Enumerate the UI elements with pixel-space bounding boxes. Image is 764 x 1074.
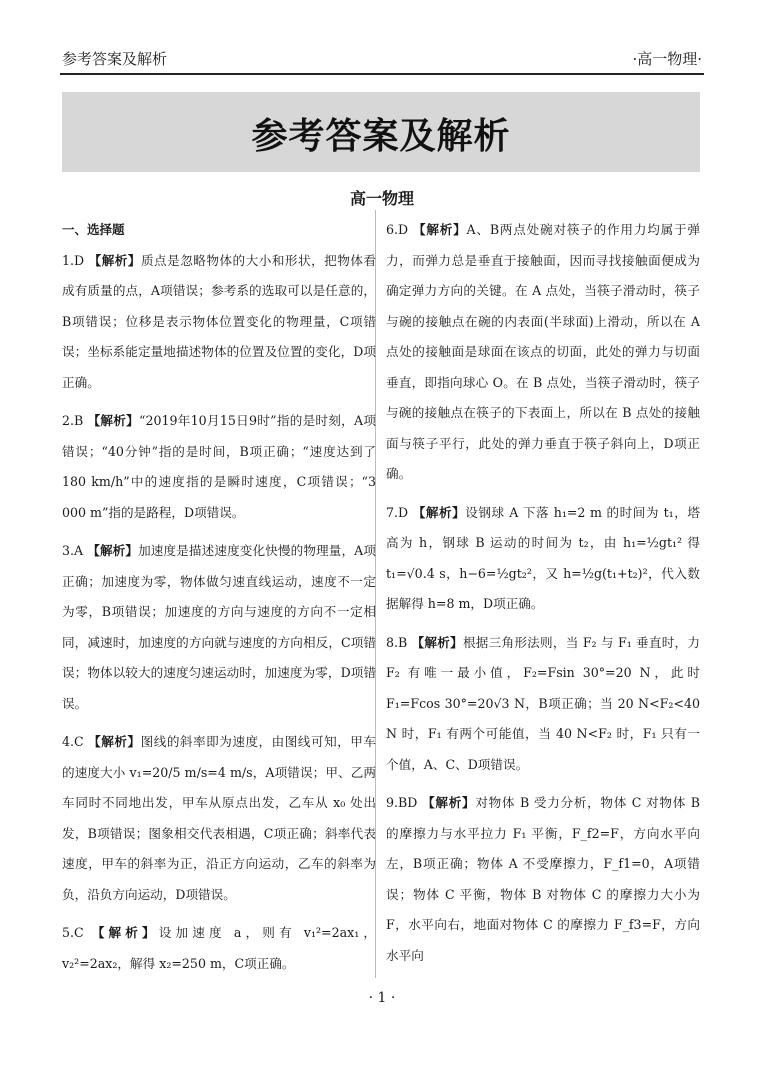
answer-text: 设加速度 a，则有 v₁²=2ax₁，v₂²=2ax₂，解得 x₂=250 m，C项正确。 — [62, 925, 376, 971]
analysis-tag: 【解析】 — [87, 543, 139, 558]
analysis-tag: 【解析】 — [422, 795, 476, 810]
answer-item — [62, 406, 376, 528]
answer-number: 8.B — [386, 634, 408, 650]
left-column — [62, 215, 376, 987]
answer-item — [62, 727, 376, 910]
answer-text: 图线的斜率即为速度，由图线可知，甲车的速度大小 v₁=20/5 m/s=4 m/s，A项错误；甲、乙两车同时不同地出发，甲车从原点出发，乙车从 x₀ 处出发，B项错误；图象相交代表相遇，C项正确；斜率代表速度，甲车的斜率为正，沿正方向运动，乙车的斜率为负，沿负方向运动，D项错误。 — [62, 734, 377, 902]
answer-text: 加速度是描述速度变化快慢的物理量，A项正确；加速度为零，物体做匀速直线运动，速度不一定为零，B项错误；加速度的方向与速度的方向不一定相同，减速时，加速度的方向就与速度的方向相反，C项错误；物体以较大的速度匀速运动时，加速度为零，D项错误。 — [62, 543, 376, 711]
answer-number: 5.C — [62, 925, 84, 940]
answer-item — [386, 498, 700, 620]
subject-heading: 高一物理 — [349, 189, 414, 208]
answer-number: 1.D — [62, 252, 85, 268]
analysis-tag: 【解析】 — [91, 925, 159, 940]
header-rule — [60, 73, 704, 75]
analysis-tag: 【解析】 — [88, 252, 141, 268]
answer-text: 质点是忽略物体的大小和形状，把物体看成有质量的点，A项错误；参考系的选取可以是任意的，B项错误；位移是表示物体位置变化的物理量，C项错误；坐标系能定量地描述物体的位置及位置的变化，D项正确。 — [62, 252, 376, 390]
answer-text: A、B两点处碗对筷子的作用力均属于弹力，而弹力总是垂直于接触面，因而寻找接触面便成为确定弹力方向的关键。在 A 点处，当筷子滑动时，筷子与碗的接触点在碗的内表面(半球面)上滑动，所以在 A 点处的接触面是球面在该点的切面，此处的弹力与切面垂直，即指向球心 O。在 B 点处，当筷子滑动时，筷子与碗的接触点在筷子的下表面上，所以在 B 点处的接触面与筷子平行，此处的弹力垂直于筷子斜向上，D项正确。 — [386, 222, 701, 481]
title-banner — [62, 92, 700, 172]
answer-number: 4.C — [62, 734, 84, 749]
answer-text: 对物体 B 受力分析，物体 C 对物体 B 的摩擦力与水平拉力 F₁ 平衡，F_f2=F，方向水平向左，B项正确；物体 A 不受摩擦力，F_f1=0，A项错误；物体 C 平衡，物体 B 对物体 C 的摩擦力大小为 F，水平向右，地面对物体 C 的摩擦力 F_f3=F，方向水平向 — [386, 795, 700, 963]
banner-title: 参考答案及解析 — [251, 116, 511, 157]
answer-number: 2.B — [62, 413, 84, 428]
right-column — [386, 215, 700, 979]
answer-text: “2019年10月15日9时”指的是时刻，A项错误；“40分钟”指的是时间，B项正确；“速度达到了180 km/h”中的速度指的是瞬时速度，C项错误；“3 000 m”指的是路程，D项错误。 — [62, 413, 376, 520]
answer-item — [62, 918, 376, 979]
answer-number: 3.A — [62, 543, 84, 558]
analysis-tag: 【解析】 — [412, 504, 466, 520]
section-title: 一、选择题 — [62, 222, 125, 237]
analysis-tag: 【解析】 — [411, 634, 463, 650]
analysis-tag: 【解析】 — [412, 222, 467, 237]
answer-item — [386, 788, 700, 971]
answer-item — [386, 628, 700, 781]
header-left-title: 参考答案及解析 — [62, 50, 168, 68]
answer-number: 7.D — [386, 504, 409, 520]
answer-item — [62, 536, 376, 719]
answer-item — [62, 246, 376, 399]
analysis-tag: 【解析】 — [87, 413, 140, 428]
answer-item — [386, 215, 700, 490]
page-number: · 1 · — [368, 990, 396, 1006]
answer-number: 6.D — [386, 222, 409, 237]
answer-text: 根据三角形法则，当 F₂ 与 F₁ 垂直时，力 F₂ 有唯一最小值，F₂=Fsin 30°=20 N，此时 F₁=Fcos 30°=20√3 N，B项正确；当 20 N<F₂<40 N 时，F₁ 有两个可能值，当 40 N<F₂ 时，F₁ 只有一个值，A、C、D项错误。 — [386, 634, 700, 772]
answer-text: 设钢球 A 下落 h₁=2 m 的时间为 t₁，塔高为 h，钢球 B 运动的时间为 t₂，由 h₁=½gt₁² 得 t₁=√0.4 s，h−6=½gt₂²，又 h=½g(t₁+t₂)²，代入数据解得 h=8 m，D项正确。 — [386, 504, 701, 611]
analysis-tag: 【解析】 — [88, 734, 141, 749]
header-right-subject: ·高一物理· — [632, 50, 702, 68]
answer-number: 9.BD — [386, 795, 418, 810]
